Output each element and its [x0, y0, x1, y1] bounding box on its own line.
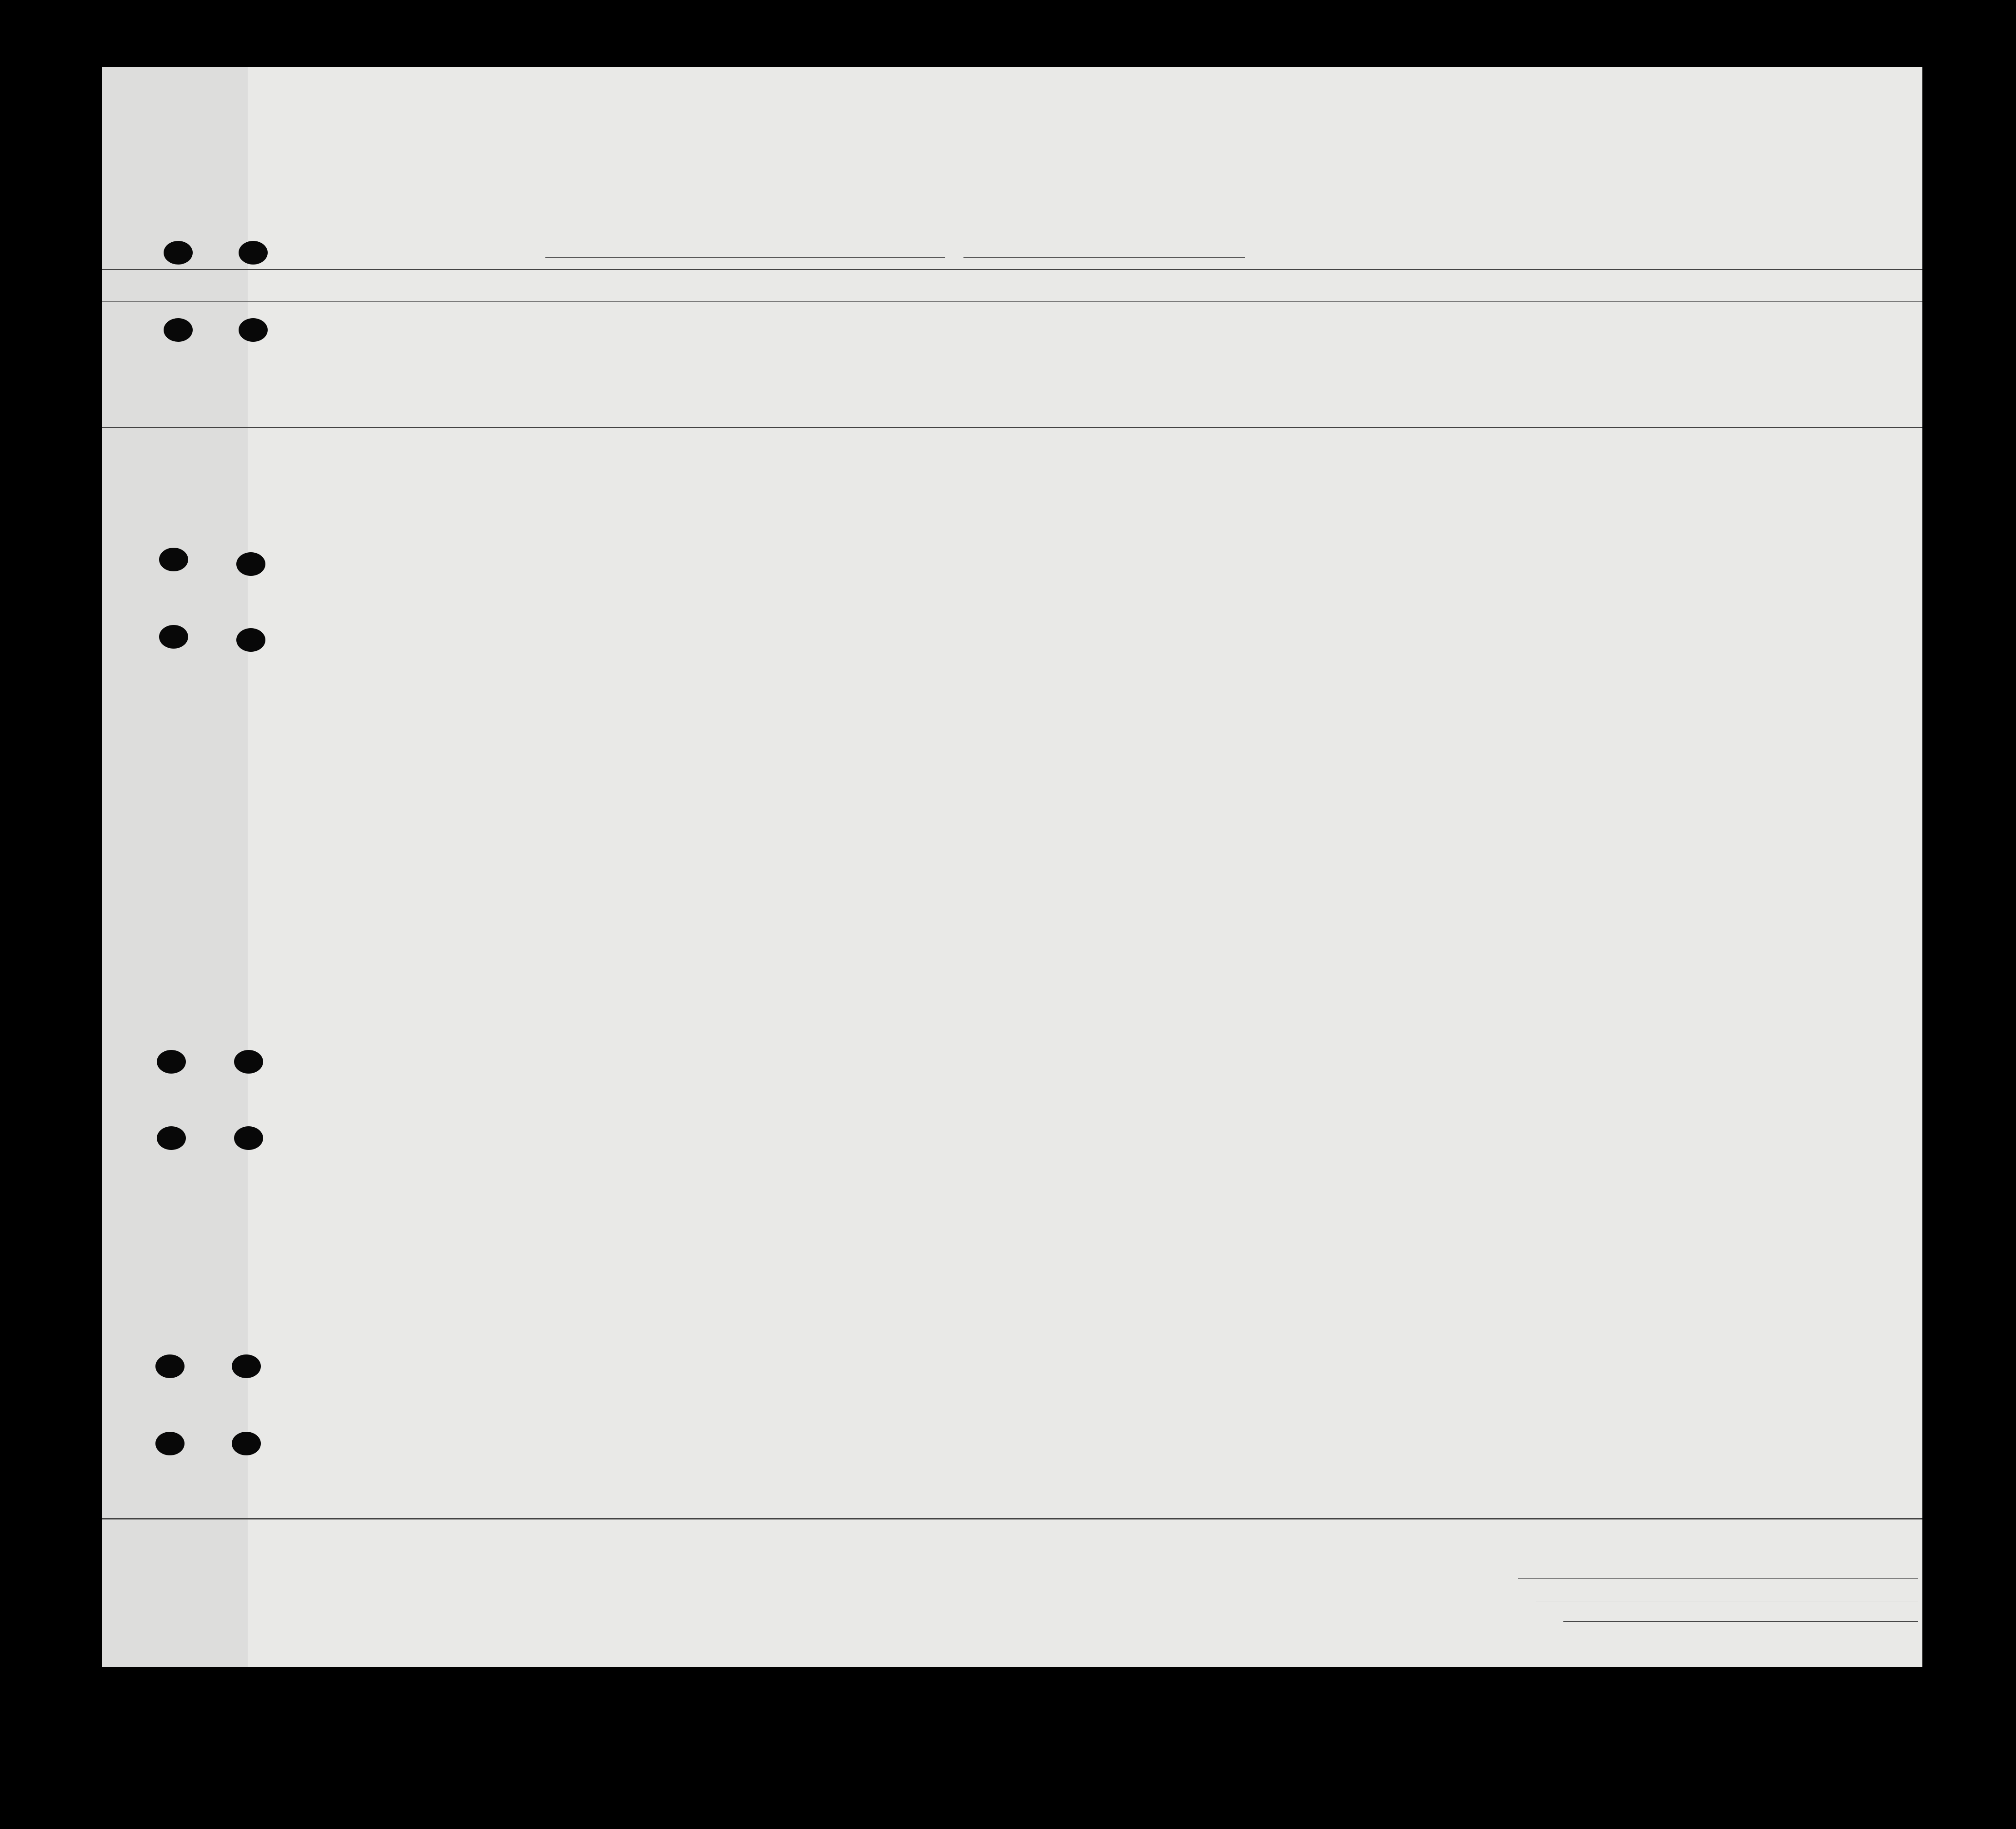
punch-hole: [236, 552, 265, 576]
punch-hole: [239, 241, 268, 265]
punch-hole: [164, 241, 193, 265]
table-top-rule: [102, 269, 1922, 270]
table-bottom-rule: [102, 1518, 1922, 1519]
punch-hole: [232, 1432, 261, 1455]
previous-page-strip: [102, 67, 248, 1667]
form-sheet: [102, 67, 1922, 1667]
port-underline: [545, 257, 945, 258]
punch-hole: [155, 1354, 185, 1378]
punch-hole: [159, 625, 188, 649]
punch-hole: [155, 1432, 185, 1455]
agents-underline: [1563, 1621, 1918, 1622]
header-bottom-rule: [102, 427, 1922, 428]
punch-hole: [232, 1354, 261, 1378]
punch-hole: [234, 1050, 263, 1074]
punch-hole: [157, 1050, 186, 1074]
punch-hole: [159, 548, 188, 571]
column-number-rule: [102, 301, 1922, 302]
punch-hole: [157, 1126, 186, 1150]
line-underline: [1518, 1578, 1918, 1579]
punch-hole: [236, 628, 265, 652]
punch-hole: [234, 1126, 263, 1150]
punch-hole: [164, 318, 193, 342]
date-underline: [963, 257, 1245, 258]
header-overthrow: [1418, 314, 1468, 423]
punch-hole: [239, 318, 268, 342]
